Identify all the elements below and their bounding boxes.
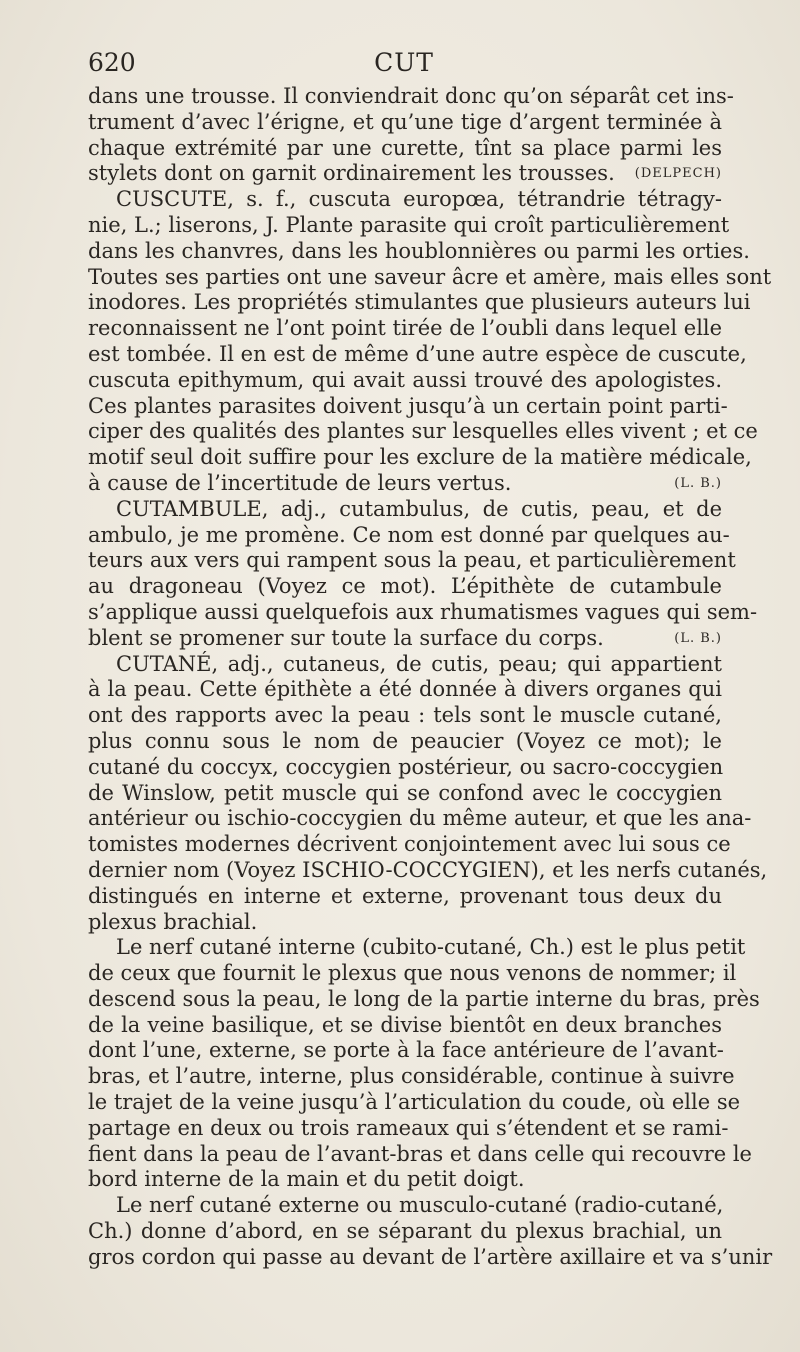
text-line: antérieur ou ischio-coccygien du même auteur, et que les ana- (88, 806, 752, 831)
text-line: au dragoneau (Voyez ce mot). L’épithète de cutambule (88, 574, 722, 599)
text-line: distingués en interne et externe, provenant tous deux du (88, 883, 722, 908)
text-line-content: blent se promener sur toute la surface du corps. (88, 625, 604, 650)
running-head: CUT (374, 48, 434, 77)
text-line: teurs aux vers qui rampent sous la peau, et particulièrement (88, 548, 736, 573)
text-line: chaque extrémité par une curette, tînt sa place parmi les (88, 135, 722, 160)
text-line: gros cordon qui passe au devant de l’artère axillaire et va s’unir (88, 1244, 773, 1269)
page-number: 620 (88, 48, 136, 77)
text-line: le trajet de la veine jusqu’à l’articulation du coude, où elle se (88, 1090, 741, 1115)
text-line: reconnaissent ne l’ont point tirée de l’oubli dans lequel elle (88, 316, 723, 341)
text-line: dans les chanvres, dans les houblonnières ou parmi les orties. (88, 238, 750, 263)
author-signature-lb: (L. B.) (674, 475, 722, 491)
text-line: plus connu sous le nom de peaucier (Voyez ce mot); le (88, 728, 722, 753)
text-line: ambulo, je me promène. Ce nom est donné par quelques au- (88, 522, 730, 547)
text-line: de Winslow, petit muscle qui se confond avec le coccygien (88, 780, 722, 805)
text-line: bord interne de la main et du petit doigt. (88, 1167, 525, 1192)
entry-cutambule: CUTAMBULE, adj., cutambulus, de cutis, peau, et de (116, 496, 722, 521)
author-signature-delpech: (DELPECH) (634, 166, 722, 182)
author-signature-lb: (L. B.) (674, 630, 722, 646)
text-line: bras, et l’autre, interne, plus considérable, continue à suivre (88, 1064, 735, 1089)
text-line: de ceux que fournit le plexus que nous venons de nommer; il (88, 961, 737, 986)
text-line: partage en deux ou trois rameaux qui s’étendent et se rami- (88, 1115, 729, 1140)
text-line: cuscuta epithymum, qui avait aussi trouvé des apologistes. (88, 367, 722, 392)
text-line: ont des rapports avec la peau : tels sont le muscle cutané, (88, 703, 722, 728)
text-line (88, 471, 722, 497)
text-line: inodores. Les propriétés stimulantes que plusieurs auteurs lui (88, 290, 751, 315)
text-line: s’applique aussi quelquefois aux rhumatismes vagues qui sem- (88, 599, 758, 624)
text-line: descend sous la peau, le long de la partie interne du bras, près (88, 986, 760, 1011)
text-line (88, 626, 722, 652)
text-line: dans une trousse. Il conviendrait donc qu’on séparât cet ins- (88, 84, 734, 108)
text-line: motif seul doit suffire pour les exclure de la matière médicale, (88, 445, 752, 470)
text-line: Ces plantes parasites doivent jusqu’à un certain point parti- (88, 393, 728, 418)
text-line: de la veine basilique, et se divise bientôt en deux branches (88, 1012, 722, 1037)
paragraph-nerf-interne: Le nerf cutané interne (cubito-cutané, Ch.) est le plus petit (116, 935, 746, 960)
text-line: dont l’une, externe, se porte à la face antérieure de l’avant- (88, 1038, 724, 1063)
paragraph-nerf-externe: Le nerf cutané externe ou musculo-cutané (radio-cutané, (116, 1193, 724, 1218)
text-line (88, 161, 722, 187)
text-line: Toutes ses parties ont une saveur âcre et amère, mais elles sont (88, 264, 772, 289)
text-line: ciper des qualités des plantes sur lesquelles elles vivent ; et ce (88, 419, 758, 444)
page-header (88, 48, 720, 82)
text-line: plexus brachial. (88, 909, 258, 934)
text-line: trument d’avec l’érigne, et qu’une tige d’argent terminée à (88, 109, 722, 134)
text-line: nie, L.; liserons, J. Plante parasite qui croît particulièrement (88, 212, 730, 237)
text-line-content: stylets dont on garnit ordinairement les trousses. (88, 161, 615, 186)
entry-cutane: CUTANÉ, adj., cutaneus, de cutis, peau; qui appartient (116, 651, 722, 676)
entry-cuscute: CUSCUTE, s. f., cuscuta europœa, tétrandrie tétragy- (116, 187, 722, 212)
text-line: à la peau. Cette épithète a été donnée à divers organes qui (88, 677, 722, 702)
text-line: est tombée. Il en est de même d’une autre espèce de cuscute, (88, 341, 747, 366)
text-line: dernier nom (Voyez ISCHIO-COCCYGIEN), et les nerfs cutanés, (88, 857, 768, 882)
text-line: Ch.) donne d’abord, en se séparant du plexus brachial, un (88, 1219, 722, 1244)
text-line: fient dans la peau de l’avant-bras et dans celle qui recouvre le (88, 1141, 752, 1166)
text-line-content: à cause de l’incertitude de leurs vertus. (88, 470, 512, 495)
text-line: tomistes modernes décrivent conjointement avec lui sous ce (88, 832, 731, 857)
text-line: cutané du coccyx, coccygien postérieur, ou sacro-coccygien (88, 754, 724, 779)
body-text (88, 84, 773, 1271)
